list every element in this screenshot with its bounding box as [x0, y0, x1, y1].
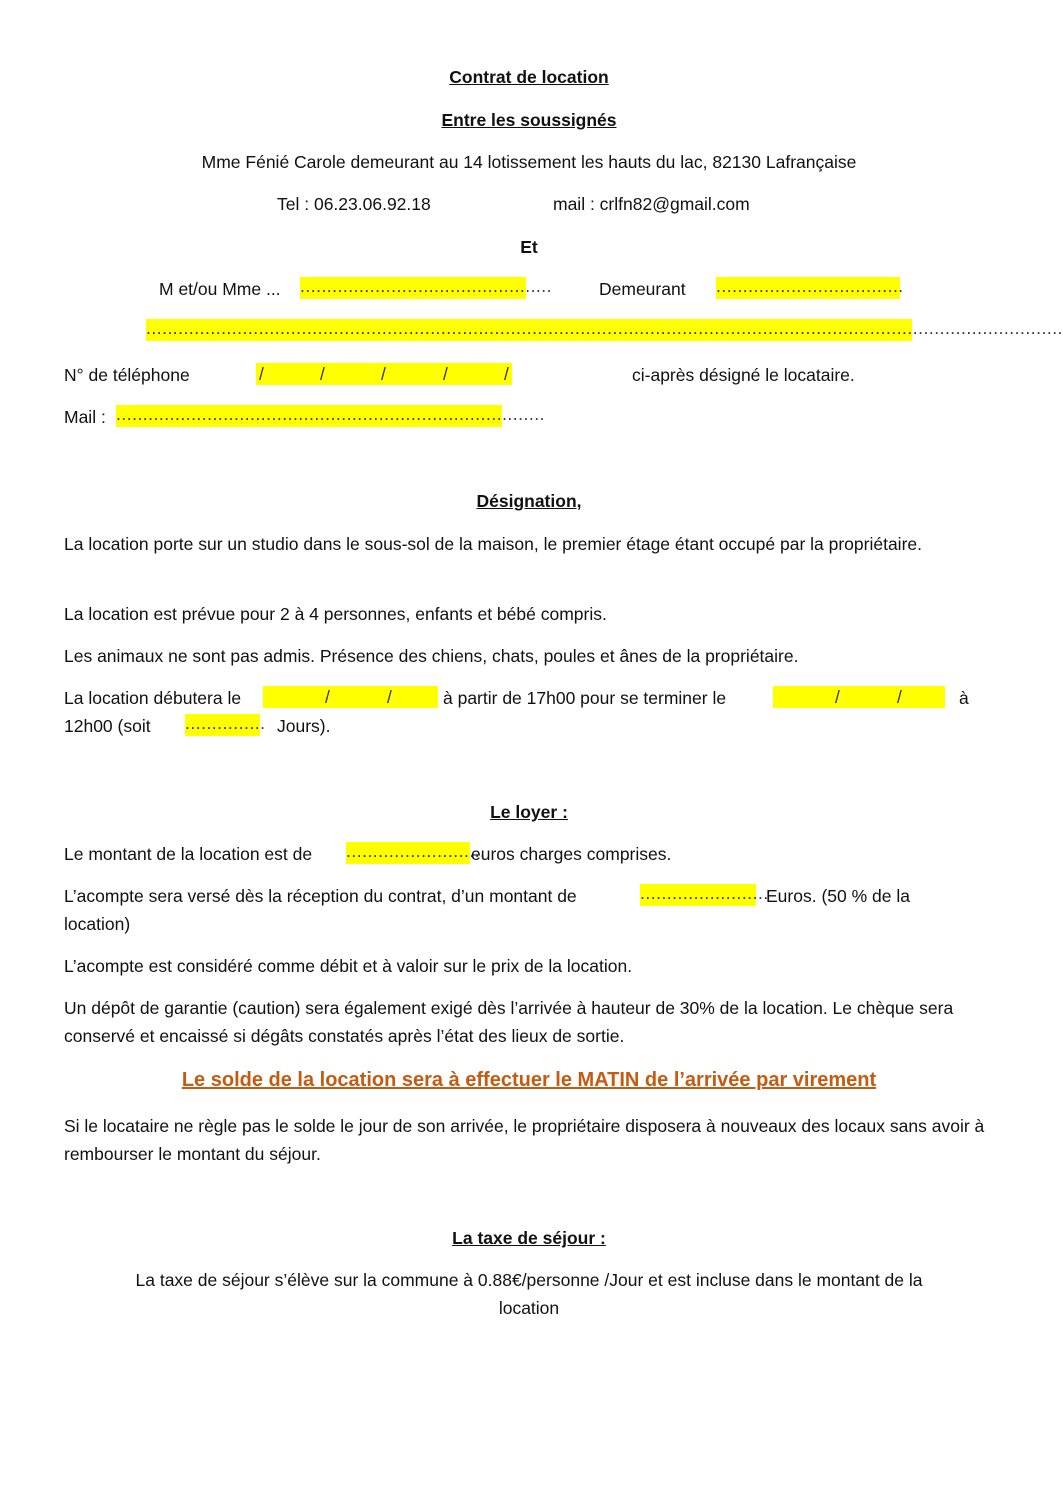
designation-heading: Désignation, [476, 491, 582, 511]
designation-p2: La location est prévue pour 2 à 4 personnes, enfants et bébé compris. [64, 604, 607, 624]
end-time-label: 12h00 (soit [64, 716, 151, 736]
owner-mail: mail : crlfn82@gmail.com [553, 194, 750, 214]
tenant-name-label: M et/ou Mme ... [159, 279, 281, 299]
tenant-phone-field[interactable] [256, 363, 512, 385]
rent-amount-field[interactable]: .......................... [346, 842, 470, 864]
rent-amount-label: Le montant de la location est de [64, 844, 313, 864]
phone-slash-4: / [443, 364, 449, 384]
deposit-line2: location) [64, 914, 131, 934]
deposit-field[interactable]: ........................ [640, 884, 756, 906]
designation-p3: Les animaux ne sont pas admis. Présence des chiens, chats, poules et ânes de la propriétaire. [64, 646, 799, 666]
loyer-p3: L’acompte est considéré comme débit et à valoir sur le prix de la location. [64, 956, 633, 976]
designation-p1: La location porte sur un studio dans le sous-sol de la maison, le premier étage étant occupé par la propriétaire. [64, 534, 922, 554]
phone-slash-2: / [320, 364, 326, 384]
days-field[interactable]: ............... [185, 714, 260, 736]
deposit-suffix: Euros. (50 % de la [766, 886, 910, 906]
parties-heading: Entre les soussignés [441, 110, 617, 130]
start-date-slash-2: / [387, 687, 393, 707]
start-date-label: La location débutera le [64, 688, 242, 708]
end-date-a: à [959, 688, 969, 708]
rent-amount-suffix: euros charges comprises. [471, 844, 672, 864]
tenant-address-field[interactable]: ................................... [716, 277, 900, 299]
owner-tel: Tel : 06.23.06.92.18 [277, 194, 431, 214]
tenant-designated: ci-après désigné le locataire. [632, 365, 855, 385]
solde-notice: Le solde de la location sera à effectuer le MATIN de l’arrivée par virement [181, 1069, 877, 1091]
tenant-phone-label: N° de téléphone [64, 365, 190, 385]
loyer-p5: Si le locataire ne règle pas le solde le jour de son arrivée, le propriétaire disposera à nouveaux des locaux sans avoir à rembourser le montant du séjour. [64, 1116, 985, 1164]
contract-title: Contrat de location [449, 67, 609, 87]
start-date-slash-1: / [325, 687, 331, 707]
end-date-slash-2: / [897, 687, 903, 707]
tenant-mail-field[interactable]: ................................................................................ [116, 405, 502, 427]
phone-slash-1: / [259, 364, 265, 384]
phone-slash-5: / [504, 364, 510, 384]
tenant-mail-label: Mail : [64, 407, 106, 427]
taxe-line1: La taxe de séjour s’élève sur la commune à 0.88€/personne /Jour et est incluse dans le montant de la [135, 1270, 923, 1290]
taxe-heading: La taxe de séjour : [452, 1228, 606, 1248]
days-label: Jours). [277, 716, 331, 736]
loyer-heading: Le loyer : [490, 802, 568, 822]
tenant-address-label: Demeurant [599, 279, 686, 299]
taxe-line2: location [498, 1298, 560, 1318]
tenant-address-line2-field[interactable]: ........................................................................................................................................................................... [146, 319, 912, 341]
loyer-p4: Un dépôt de garantie (caution) sera également exigé dès l’arrivée à hauteur de 30% de la location. Le chèque sera conservé et encaissé si dégâts constatés après l’état des lieux de sortie. [64, 998, 954, 1046]
et-label: Et [520, 237, 538, 257]
start-date-field[interactable] [263, 686, 438, 708]
phone-slash-3: / [381, 364, 387, 384]
end-date-slash-1: / [835, 687, 841, 707]
tenant-name-field[interactable]: ............................................... [300, 277, 526, 299]
end-date-field[interactable] [773, 686, 945, 708]
end-date-label: à partir de 17h00 pour se terminer le [443, 688, 727, 708]
deposit-label: L’acompte sera versé dès la réception du contrat, d’un montant de [64, 886, 577, 906]
owner-line: Mme Fénié Carole demeurant au 14 lotissement les hauts du lac, 82130 Lafrançaise [201, 152, 857, 172]
